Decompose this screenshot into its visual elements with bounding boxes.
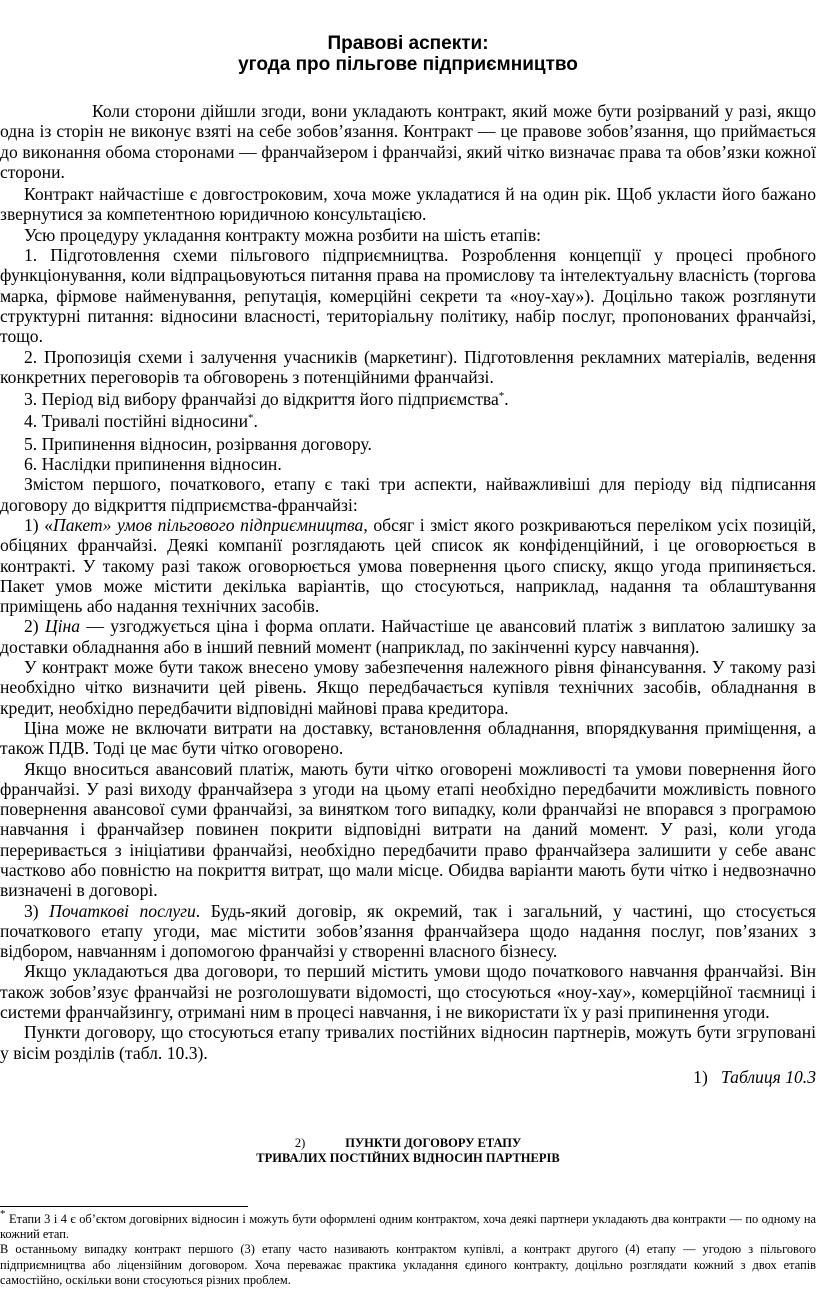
paragraph: Якщо укладаються два договори, то перший містить умови щодо початкового навчання франчайзі. Він також зобов’язує франчайзі не розголошувати відомості, що стосуються «ноу-хау», комерційної таємниці і системи франчайзингу, отримані ним в процесі навчання, і не використати їх у разі припинення угоди.	[0, 961, 816, 1023]
page-title: Правові аспекти:	[327, 33, 489, 54]
table-heading	[0, 1136, 816, 1166]
aspect-item: 2) Ціна — узгоджується ціна і форма оплати. Найчастіше це авансовий платіж з виплатою залишку за доставки обладнання або в інший певний момент (наприклад, по закінченні курсу навчання).	[0, 616, 816, 657]
aspect-term: Ціна	[44, 616, 81, 637]
aspect-term: Початкові послуги	[49, 900, 196, 921]
aspect-term: Пакет» умов пільгового підприємництва	[53, 514, 364, 535]
list-item: 2. Пропозиція схеми і залучення учасників (маркетинг). Підготовлення рекламних матеріалів, ведення конкретних переговорів та обговорень з потенційними франчайзі.	[0, 346, 816, 387]
paragraph: Коли сторони дійшли згоди, вони укладають контракт, який може бути розірваний у разі, якщо одна із сторін не виконує взяті на себе зобов’язання. Контракт — це правове зобов’язання, що приймається до виконання обома сторонами — франчайзером і франчайзі, який чітко визначає права та обов’язки кожної сторони.	[0, 101, 816, 182]
body-text	[0, 101, 816, 1087]
list-item: 3. Період від вибору франчайзі до відкриття його підприємства*.	[24, 389, 509, 410]
footnote-mark: *	[248, 412, 254, 425]
footnote-mark: *	[0, 1208, 6, 1220]
list-item: 1. Підготовлення схеми пільгового підприємництва. Розроблення концепції у процесі пробного функціонування, коли відпрацьовуються питання права на промислову та інтелектуальну власність (торгова марка, фірмове найменування, репутація, комерційні секрети та «ноу-хау»). Доцільно також розглянути структурні питання: відносини власності, територіальну політику, набір послуг, пропонованих франчайзі, тощо.	[0, 245, 816, 347]
paragraph: Змістом першого, початкового, етапу є такі три аспекти, найважливіші для періоду від підписання договору до відкриття підприємства-франчайзі:	[0, 474, 816, 515]
paragraph: Ціна може не включати витрати на доставку, встановлення обладнання, впорядкування приміщення, а також ПДВ. Тоді це має бути чітко оговорено.	[0, 717, 816, 759]
paragraph: У контракт може бути також внесено умову забезпечення належного рівня фінансування. У такому разі необхідно чітко визначити цей рівень. Якщо передбачається купівля технічних засобів, обладнання в кредит, необхідно передбачити відповідні майнові права кредитора.	[0, 657, 816, 718]
page-subtitle: угода про пільгове підприємництво	[238, 54, 578, 75]
list-item: 5. Припинення відносин, розірвання договору.	[24, 433, 372, 454]
paragraph: Усю процедуру укладання контракту можна розбити на шість етапів:	[24, 224, 542, 245]
footnote-separator	[0, 1206, 248, 1207]
footnote-mark: *	[498, 390, 505, 403]
table-heading-line2: ТРИВАЛИХ ПОСТІЙНИХ ВІДНОСИН ПАРТНЕРІВ	[256, 1151, 560, 1165]
footnote: * Етапи 3 і 4 є об’єктом договірних відносин і можуть бути оформлені одним контрактом, хоча деякі партнери укладають два контракти — по одному на кожний етап. В останньому випадку контракт першого (3) етапу часто називають контрактом купівлі, а контракт другого (4) етапу — угодою з пільгового підприємництва або ліцензійним договором. Хоча переважає практика укладання єдиного контракту, доцільно розглядати кожний з двох етапів самостійно, оскільки вони стосуються різних проблем.	[0, 1208, 816, 1287]
list-item: 6. Наслідки припинення відносин.	[24, 454, 282, 475]
table-reference: 1) Таблиця 10.3	[693, 1066, 816, 1087]
table-heading-number: 2)	[294, 1136, 306, 1150]
aspect-item: 1) «Пакет» умов пільгового підприємництва, обсяг і зміст якого розкриваються переліком усіх позицій, обіцяних франчайзі. Деякі компанії розглядають цей список як конфіденційний, і це оговорюється в контракті. У такому разі також оговорюється умова повернення цього списку, якщо угода припиняється. Пакет умов може містити декілька варіантів, що стосуються, наприклад, надання та облаштування приміщень або надання технічних засобів.	[0, 514, 816, 617]
paragraph: Пункти договору, що стосуються етапу тривалих постійних відносин партнерів, можуть бути згруповані у вісім розділів (табл. 10.3).	[0, 1022, 816, 1063]
paragraph: Контракт найчастіше є довгостроковим, хоча може укладатися й на один рік. Щоб укласти його бажано звернутися за компетентною юридичною консультацією.	[0, 184, 816, 225]
paragraph: Якщо вноситься авансовий платіж, мають бути чітко оговорені можливості та умови повернення його франчайзі. У разі виходу франчайзера з угоди на цьому етапі необхідно передбачити можливість повного повернення авансової суми франчайзі, за винятком того випадку, коли франчайзі не впорався з програмою навчання і франчайзер повинен покрити відповідні витрати на даний момент. У разі, коли угода переривається з ініціативи франчайзі, необхідно передбачити право франчайзера залишити у себе аванс частково або повністю на покриття витрат, що мали місце. Обидва варіанти мають бути чітко і недвозначно визначені в договорі.	[0, 758, 816, 901]
table-heading-line1: ПУНКТИ ДОГОВОРУ ЕТАПУ	[345, 1136, 522, 1150]
table-label: Таблиця 10.3	[721, 1066, 816, 1087]
list-item: 4. Тривалі постійні відносини*.	[24, 411, 258, 432]
aspect-item: 3) Початкові послуги. Будь-який договір, як окремий, так і загальний, у частині, що стосується початкового етапу угоди, має містити зобов’язання франчайзера щодо надання послуг, пов’язаних з відбором, навчанням і допомогою франчайзі у створенні власного бізнесу.	[0, 900, 816, 962]
